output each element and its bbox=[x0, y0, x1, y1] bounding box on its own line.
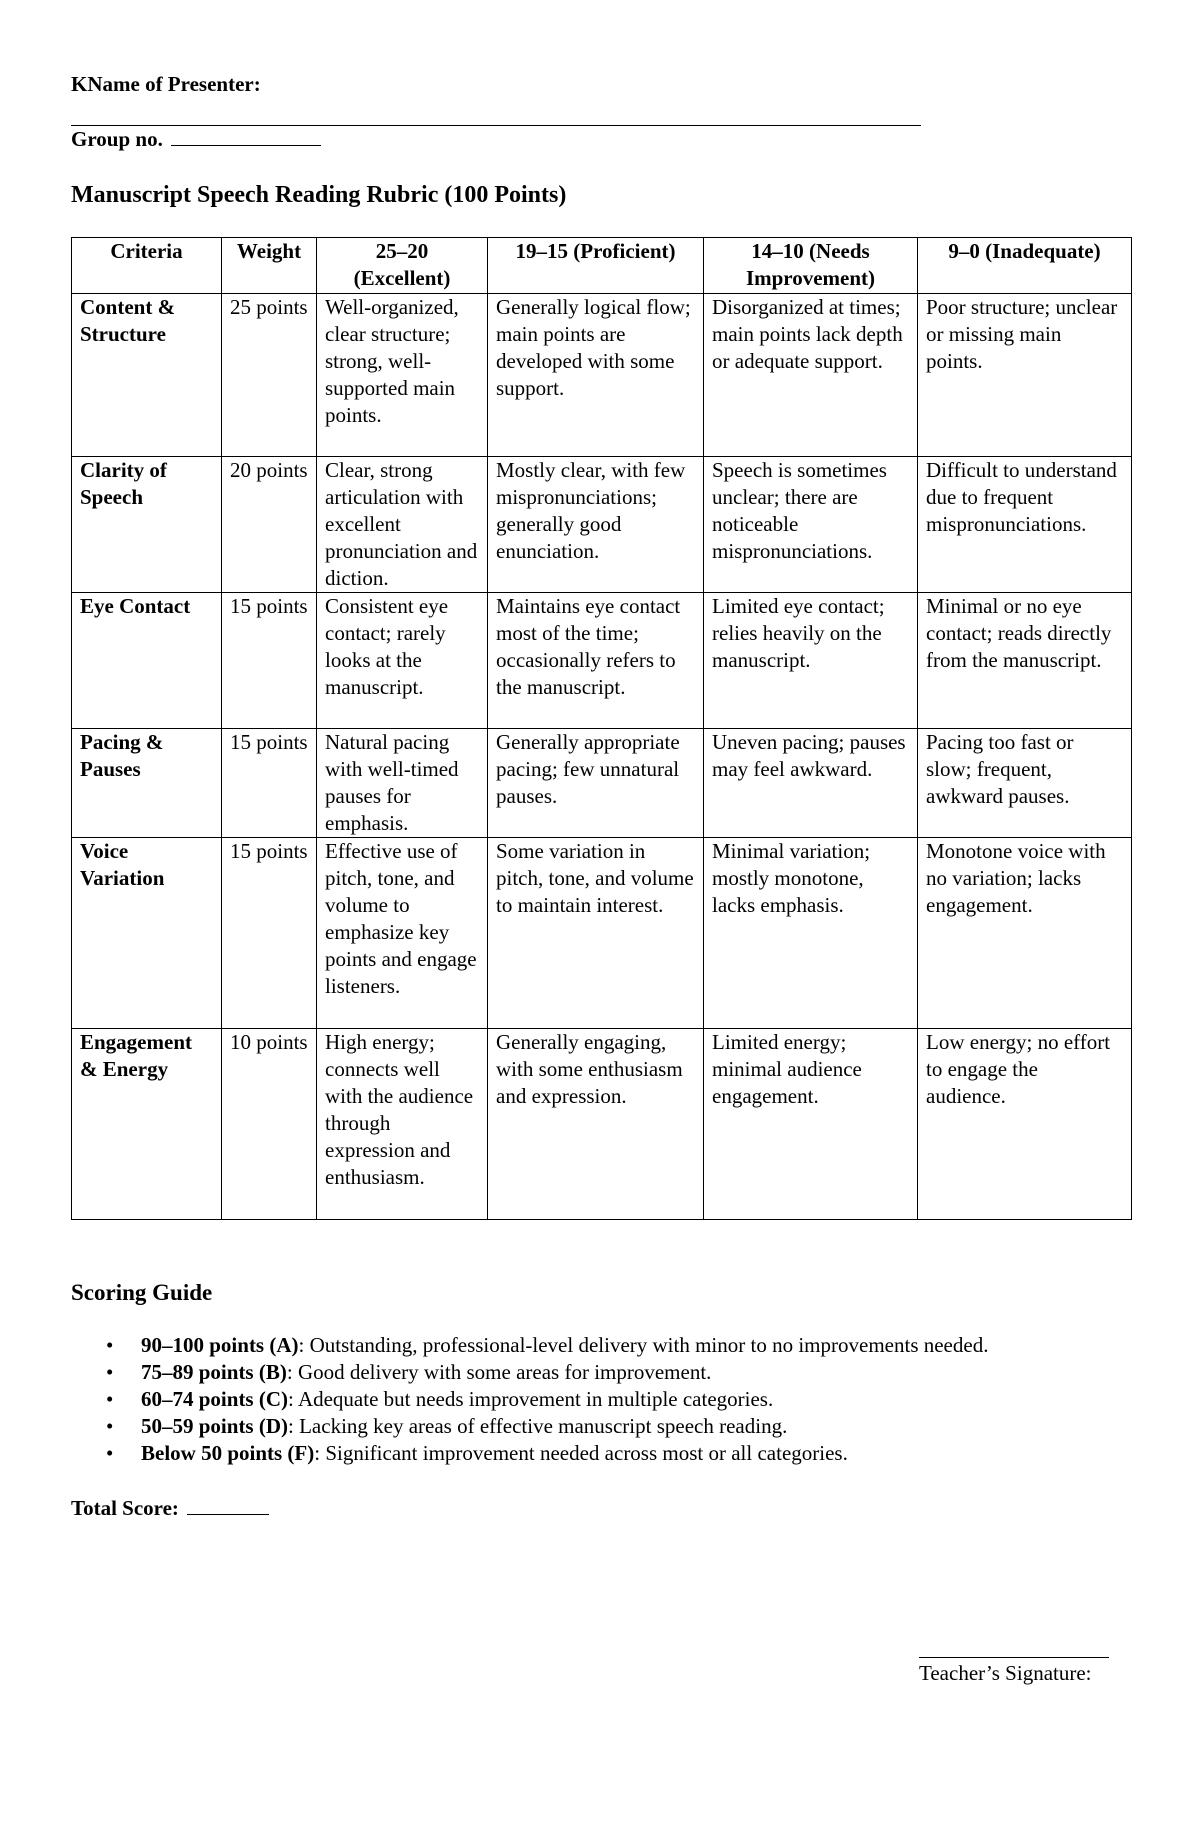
weight-cell: 20 points bbox=[222, 457, 317, 593]
proficient-cell: Mostly clear, with few mispronunciations; generally good enunciation. bbox=[488, 457, 704, 593]
group-number-label: Group no. bbox=[71, 127, 163, 151]
group-number-field bbox=[71, 127, 321, 152]
list-item bbox=[141, 1332, 988, 1359]
weight-cell: 15 points bbox=[222, 593, 317, 729]
inadequate-cell: Difficult to understand due to frequent mispronunciations. bbox=[918, 457, 1132, 593]
criteria-cell: Engagement & Energy bbox=[72, 1029, 222, 1220]
table-row bbox=[72, 457, 1132, 593]
needs-improvement-cell: Minimal variation; mostly monotone, lacks emphasis. bbox=[704, 838, 918, 1029]
weight-cell: 15 points bbox=[222, 729, 317, 838]
score-description: : Significant improvement needed across most or all categories. bbox=[314, 1441, 848, 1465]
inadequate-cell: Low energy; no effort to engage the audience. bbox=[918, 1029, 1132, 1220]
proficient-cell: Generally engaging, with some enthusiasm and expression. bbox=[488, 1029, 704, 1220]
score-range: 60–74 points (C) bbox=[141, 1387, 289, 1411]
table-row bbox=[72, 838, 1132, 1029]
proficient-cell: Maintains eye contact most of the time; occasionally refers to the manuscript. bbox=[488, 593, 704, 729]
excellent-cell: Consistent eye contact; rarely looks at the manuscript. bbox=[317, 593, 488, 729]
column-header-excellent: 25–20 (Excellent) bbox=[317, 238, 488, 294]
table-row bbox=[72, 729, 1132, 838]
excellent-cell: Effective use of pitch, tone, and volume to emphasize key points and engage listeners. bbox=[317, 838, 488, 1029]
criteria-cell: Pacing & Pauses bbox=[72, 729, 222, 838]
criteria-cell: Voice Variation bbox=[72, 838, 222, 1029]
scoring-guide-title: Scoring Guide bbox=[71, 1280, 213, 1305]
column-header-weight: Weight bbox=[222, 238, 317, 294]
weight-cell: 10 points bbox=[222, 1029, 317, 1220]
total-score-field bbox=[71, 1496, 269, 1521]
signature-line bbox=[919, 1657, 1109, 1658]
group-number-blank bbox=[171, 127, 321, 146]
presenter-name-label: KName of Presenter: bbox=[71, 72, 261, 96]
needs-improvement-cell: Limited eye contact; relies heavily on the manuscript. bbox=[704, 593, 918, 729]
table-row bbox=[72, 1029, 1132, 1220]
proficient-cell: Generally appropriate pacing; few unnatural pauses. bbox=[488, 729, 704, 838]
proficient-cell: Generally logical flow; main points are developed with some support. bbox=[488, 294, 704, 457]
weight-cell: 25 points bbox=[222, 294, 317, 457]
total-score-label: Total Score: bbox=[71, 1496, 179, 1520]
criteria-cell: Eye Contact bbox=[72, 593, 222, 729]
inadequate-cell: Minimal or no eye contact; reads directly from the manuscript. bbox=[918, 593, 1132, 729]
list-item bbox=[141, 1440, 988, 1467]
table-row bbox=[72, 593, 1132, 729]
inadequate-cell: Pacing too fast or slow; frequent, awkward pauses. bbox=[918, 729, 1132, 838]
score-description: : Adequate but needs improvement in multiple categories. bbox=[288, 1387, 774, 1411]
proficient-cell: Some variation in pitch, tone, and volume to maintain interest. bbox=[488, 838, 704, 1029]
scoring-guide-list bbox=[71, 1332, 988, 1467]
list-item bbox=[141, 1359, 988, 1386]
excellent-cell: Clear, strong articulation with excellent pronunciation and diction. bbox=[317, 457, 488, 593]
rubric-header-row bbox=[72, 238, 1132, 294]
needs-improvement-cell: Limited energy; minimal audience engagement. bbox=[704, 1029, 918, 1220]
rubric-title: Manuscript Speech Reading Rubric (100 Points) bbox=[71, 182, 567, 208]
weight-cell: 15 points bbox=[222, 838, 317, 1029]
presenter-name-blank bbox=[71, 125, 921, 126]
criteria-cell: Clarity of Speech bbox=[72, 457, 222, 593]
total-score-blank bbox=[187, 1496, 269, 1515]
score-range: 90–100 points (A) bbox=[141, 1333, 299, 1357]
score-range: 50–59 points (D) bbox=[141, 1414, 289, 1438]
list-item bbox=[141, 1386, 988, 1413]
score-description: : Good delivery with some areas for improvement. bbox=[286, 1360, 712, 1384]
teacher-signature-label: Teacher’s Signature: bbox=[919, 1661, 1092, 1685]
column-header-proficient: 19–15 (Proficient) bbox=[488, 238, 704, 294]
score-description: : Lacking key areas of effective manuscript speech reading. bbox=[288, 1414, 788, 1438]
inadequate-cell: Monotone voice with no variation; lacks engagement. bbox=[918, 838, 1132, 1029]
criteria-cell: Content & Structure bbox=[72, 294, 222, 457]
table-row bbox=[72, 294, 1132, 457]
needs-improvement-cell: Disorganized at times; main points lack depth or adequate support. bbox=[704, 294, 918, 457]
column-header-criteria: Criteria bbox=[72, 238, 222, 294]
inadequate-cell: Poor structure; unclear or missing main points. bbox=[918, 294, 1132, 457]
needs-improvement-cell: Speech is sometimes unclear; there are noticeable mispronunciations. bbox=[704, 457, 918, 593]
excellent-cell: High energy; connects well with the audience through expression and enthusiasm. bbox=[317, 1029, 488, 1220]
score-range: Below 50 points (F) bbox=[141, 1441, 315, 1465]
column-header-inadequate: 9–0 (Inadequate) bbox=[918, 238, 1132, 294]
needs-improvement-cell: Uneven pacing; pauses may feel awkward. bbox=[704, 729, 918, 838]
score-description: : Outstanding, professional-level delivery with minor to no improvements needed. bbox=[298, 1333, 989, 1357]
excellent-cell: Well-organized, clear structure; strong, well-supported main points. bbox=[317, 294, 488, 457]
rubric-table bbox=[71, 237, 1132, 1220]
column-header-needs-improvement: 14–10 (Needs Improvement) bbox=[704, 238, 918, 294]
score-range: 75–89 points (B) bbox=[141, 1360, 287, 1384]
list-item bbox=[141, 1413, 988, 1440]
excellent-cell: Natural pacing with well-timed pauses for emphasis. bbox=[317, 729, 488, 838]
